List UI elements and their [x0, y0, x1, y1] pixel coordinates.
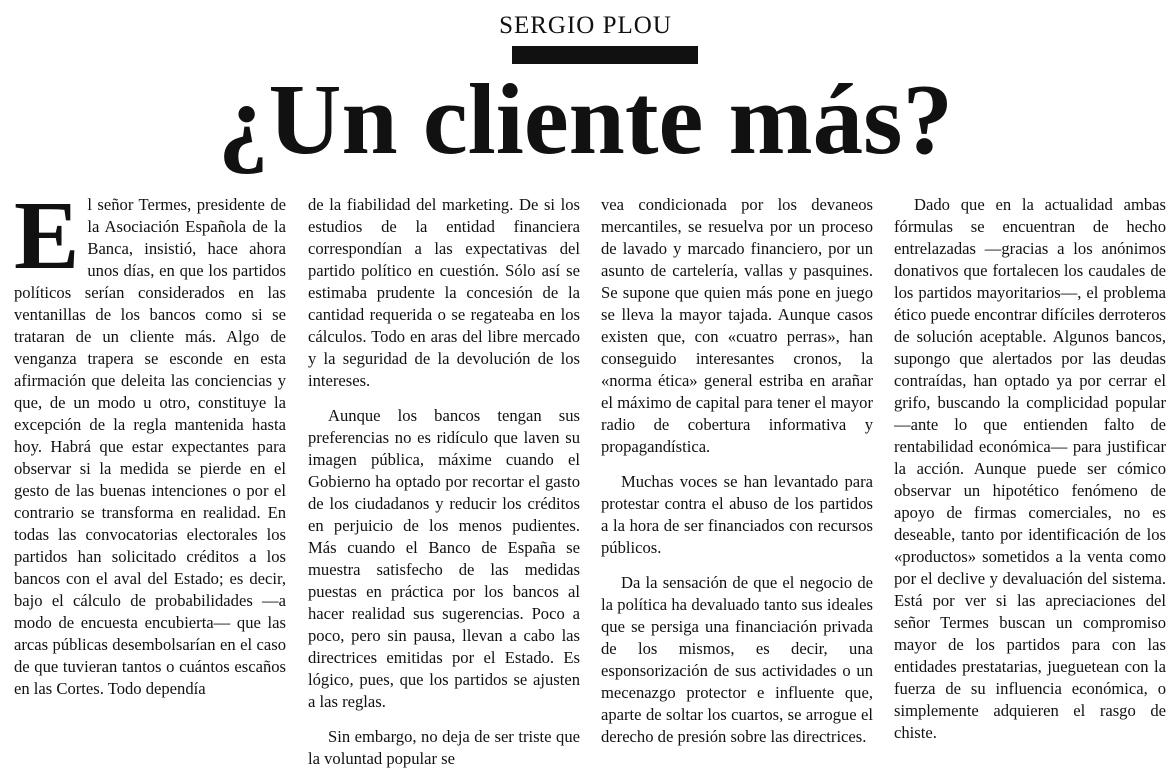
article-column-3 — [601, 194, 873, 779]
paragraph: Muchas voces se han levantado para protestar contra el abuso de los partidos a la hora de ser financiados con recursos públicos. — [601, 472, 873, 557]
paragraph: Aunque los bancos tengan sus preferencias no es ridículo que laven su imagen pública, máxime cuando el Gobierno ha optado por recortar el gasto de los ciudadanos y reducir los créditos en perjuicio de los menos pudientes. Más cuando el Banco de España se muestra satisfecho de las medidas puestas en práctica por los bancos al hacer realidad sus sugerencias. Poco a poco, pero sin pausa, llevan a cabo las directrices emitidas por el Estado. Es lógico, pues, que los partidos se ajusten a las reglas. — [308, 406, 580, 711]
paragraph: Dado que en la actualidad ambas fórmulas se encuentran de hecho entrelazadas —gracias a los anónimos donativos que fortalecen los caudales de los partidos mayoritarios—, el problema ético puede encontrar difíciles derroteros de solución aceptable. Algunos bancos, supongo que alertados por las deudas contraídas, han optado ya por cerrar el grifo, buscando la complicidad popular —ante lo que entienden falto de rentabilidad económica— para justificar la acción. Aunque puede ser cómico observar un hipotético fenómeno de apoyo de firmas comerciales, no es deseable, tanto por identificación de los «productos» sometidos a la venta como por el declive y devaluación del sistema. Está por ver si las apreciaciones del señor Termes buscan un compromiso mayor de los partidos para con las entidades prestatarias, jueguetean con la fuerza de su influencia económica, o simplemente adquieren el rasgo de chiste. — [894, 195, 1166, 742]
paragraph: de la fiabilidad del marketing. De si los estudios de la entidad financiera correspondían a las expectativas del partido político en cuestión. Sólo así se estimaba prudente la concesión de la cantidad requerida o se regateaba en los cálculos. Todo en aras del libre mercado y la seguridad de la devolución de los intereses. — [308, 195, 580, 390]
drop-cap: E — [14, 194, 80, 290]
paragraph: Sin embargo, no deja de ser triste que la voluntad popular se — [308, 727, 580, 768]
paragraph: Da la sensación de que el negocio de la política ha devaluado tanto sus ideales que se persiga una financiación privada de los mismos, es decir, una esponsorización de sus actividades o un mecenazgo protector e influente que, aparte de soltar los cuartos, se arrogue el derecho de presión sobre las directrices. — [601, 573, 873, 746]
headline: ¿Un cliente más? — [218, 63, 953, 175]
author-byline: SERGIO PLOU — [499, 12, 672, 39]
article-column-1 — [14, 194, 286, 779]
paragraph: vea condicionada por los devaneos mercantiles, se resuelva por un proceso de lavado y marcado financiero, por un asunto de cartelería, vallas y pasquines. Se supone que quien más pone en juego se lleva la mayor tajada. Aunque casos existen que, con «cuatro perras», han conseguido interesantes cronos, la «norma ética» general estriba en arañar el máximo de capital para tener el mayor radio de cobertura informativa y propagandística. — [601, 195, 873, 456]
paragraph: l señor Termes, presidente de la Asociación Española de la Banca, insistió, hace ahora unos días, en que los partidos políticos serían considerados en las ventanillas de los bancos como si se trataran de un cliente más. Algo de venganza trapera se esconde en esta afirmación que deleita las conciencias y que, de un modo u otro, constituye la excepción de la regla mantenida hasta hoy. Habrá que estar expectantes para observar si la medida se pierde en el gesto de las buenas intenciones o por el contrario se transforma en realidad. En todas las convocatorias electorales los partidos han solicitado créditos a los bancos con el aval del Estado; es decir, bajo el cálculo de probabilidades —a modo de encuesta encubierta— que las arcas públicas desembolsarían en el caso de que tuvieran tantos o cuántos escaños en las Cortes. Todo dependía — [14, 195, 286, 698]
article-column-2 — [308, 194, 580, 779]
byline-rule — [512, 46, 698, 64]
article-body — [14, 194, 1164, 779]
article-column-4 — [894, 194, 1166, 779]
